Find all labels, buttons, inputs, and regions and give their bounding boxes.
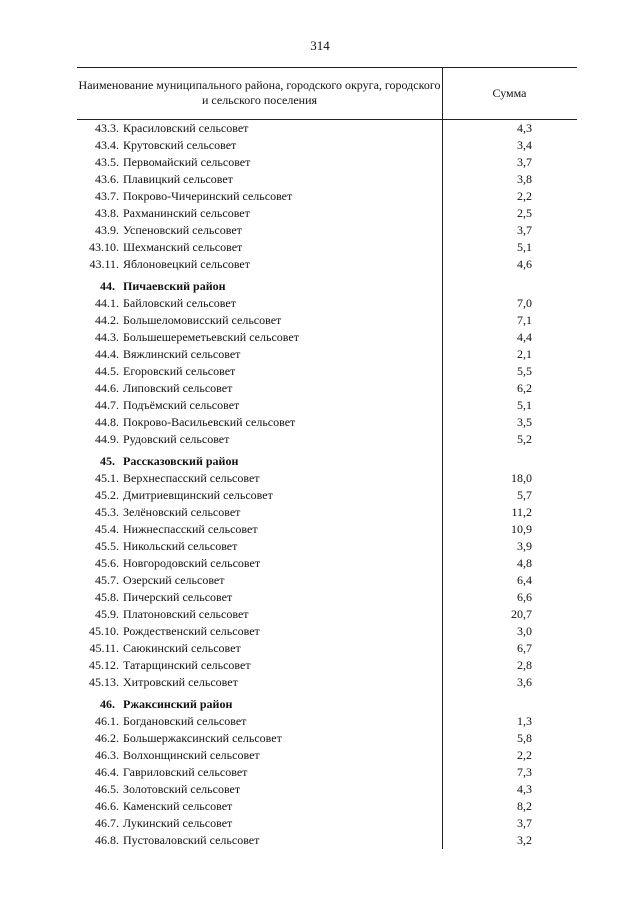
table-row: [77, 487, 577, 504]
budget-table: [77, 67, 577, 849]
table-row: [77, 521, 577, 538]
row-value: 2,2: [517, 748, 532, 762]
row-value: 5,1: [517, 398, 532, 412]
table-body: [77, 120, 577, 849]
row-code: 44.1.: [95, 296, 119, 310]
row-value: 3,5: [517, 415, 532, 429]
row-code: 45.7.: [95, 573, 119, 587]
table-row: [77, 431, 577, 448]
table-row: [77, 222, 577, 239]
row-label: Зелёновский сельсовет: [123, 505, 241, 519]
table-row: [77, 188, 577, 205]
table-header: [77, 67, 577, 120]
table-row: [77, 640, 577, 657]
row-label: Красиловский сельсовет: [123, 121, 249, 135]
table-row: [77, 781, 577, 798]
table-row: [77, 764, 577, 781]
row-code: 44.8.: [95, 415, 119, 429]
table-row: [77, 815, 577, 832]
row-label: Каменский сельсовет: [123, 799, 233, 813]
row-value: 2,1: [517, 347, 532, 361]
table-row: [77, 363, 577, 380]
row-value: 7,0: [517, 296, 532, 310]
district-heading: [77, 448, 577, 470]
table-row: [77, 674, 577, 691]
row-label: Пичаевский район: [123, 279, 226, 293]
table-row: [77, 747, 577, 764]
row-code: 46.: [100, 697, 115, 711]
row-label: Байловский сельсовет: [123, 296, 236, 310]
row-value: 3,7: [517, 155, 532, 169]
row-code: 45.8.: [95, 590, 119, 604]
row-code: 45.5.: [95, 539, 119, 553]
header-sum-column: Сумма: [492, 86, 527, 100]
table-row: [77, 239, 577, 256]
row-value: 5,2: [517, 432, 532, 446]
table-row: [77, 414, 577, 431]
row-value: 6,2: [517, 381, 532, 395]
row-label: Покрово-Васильевский сельсовет: [123, 415, 296, 429]
row-label: Шехманский сельсовет: [123, 240, 243, 254]
row-value: 4,6: [517, 257, 532, 271]
row-label: Пичерский сельсовет: [123, 590, 233, 604]
row-label: Яблоновецкий сельсовет: [123, 257, 250, 271]
row-code: 45.6.: [95, 556, 119, 570]
row-value: 6,4: [517, 573, 532, 587]
row-code: 43.8.: [95, 206, 119, 220]
row-value: 7,3: [517, 765, 532, 779]
row-value: 2,5: [517, 206, 532, 220]
row-label: Большержаксинский сельсовет: [123, 731, 282, 745]
row-label: Рудовский сельсовет: [123, 432, 230, 446]
row-value: 11,2: [511, 505, 532, 519]
table-row: [77, 555, 577, 572]
table-row: [77, 504, 577, 521]
row-value: 5,7: [517, 488, 532, 502]
row-value: 3,2: [517, 833, 532, 847]
row-code: 45.10.: [89, 624, 119, 638]
row-code: 43.7.: [95, 189, 119, 203]
row-code: 45.: [100, 454, 115, 468]
row-label: Крутовский сельсовет: [123, 138, 237, 152]
table-row: [77, 380, 577, 397]
row-code: 44.7.: [95, 398, 119, 412]
row-label: Рассказовский район: [123, 454, 239, 468]
row-label: Дмитриевщинский сельсовет: [123, 488, 273, 502]
table-row: [77, 171, 577, 188]
table-row: [77, 538, 577, 555]
row-label: Озерский сельсовет: [123, 573, 225, 587]
row-label: Новгородовский сельсовет: [123, 556, 261, 570]
table-row: [77, 256, 577, 273]
row-value: 18,0: [511, 471, 532, 485]
table-row: [77, 657, 577, 674]
table-row: [77, 623, 577, 640]
row-label: Покрово-Чичеринский сельсовет: [123, 189, 293, 203]
row-label: Богдановский сельсовет: [123, 714, 247, 728]
row-code: 43.6.: [95, 172, 119, 186]
row-value: 3,0: [517, 624, 532, 638]
row-code: 43.4.: [95, 138, 119, 152]
row-code: 44.6.: [95, 381, 119, 395]
row-label: Успеновский сельсовет: [123, 223, 242, 237]
table-row: [77, 730, 577, 747]
row-code: 44.4.: [95, 347, 119, 361]
row-code: 43.10.: [89, 240, 119, 254]
row-label: Пустоваловский сельсовет: [123, 833, 260, 847]
row-label: Лукинский сельсовет: [123, 816, 233, 830]
row-value: 2,2: [517, 189, 532, 203]
row-value: 3,7: [517, 816, 532, 830]
table-row: [77, 606, 577, 623]
table-row: [77, 120, 577, 137]
table-row: [77, 397, 577, 414]
table-row: [77, 137, 577, 154]
row-value: 3,6: [517, 675, 532, 689]
row-value: 1,3: [517, 714, 532, 728]
row-code: 44.2.: [95, 313, 119, 327]
row-value: 2,8: [517, 658, 532, 672]
row-value: 20,7: [511, 607, 532, 621]
row-code: 46.6.: [95, 799, 119, 813]
row-label: Рождественский сельсовет: [123, 624, 260, 638]
row-code: 46.8.: [95, 833, 119, 847]
row-code: 45.3.: [95, 505, 119, 519]
row-value: 4,4: [517, 330, 532, 344]
district-heading: [77, 691, 577, 713]
row-code: 44.: [100, 279, 115, 293]
row-label: Плавицкий сельсовет: [123, 172, 233, 186]
row-value: 10,9: [511, 522, 532, 536]
row-code: 44.5.: [95, 364, 119, 378]
page-number: 314: [310, 38, 330, 53]
table-row: [77, 312, 577, 329]
row-code: 43.3.: [95, 121, 119, 135]
row-label: Большешереметьевский сельсовет: [123, 330, 299, 344]
row-value: 5,1: [517, 240, 532, 254]
row-code: 45.13.: [89, 675, 119, 689]
row-value: 8,2: [517, 799, 532, 813]
row-value: 3,4: [517, 138, 532, 152]
row-label: Вяжлинский сельсовет: [123, 347, 241, 361]
row-code: 43.5.: [95, 155, 119, 169]
row-code: 43.9.: [95, 223, 119, 237]
row-label: Волхонщинский сельсовет: [123, 748, 260, 762]
row-label: Гавриловский сельсовет: [123, 765, 248, 779]
row-label: Татарщинский сельсовет: [123, 658, 251, 672]
header-name-column: Наименование муниципального района, городского округа, городского и сельского поселения: [78, 78, 441, 107]
row-code: 44.9.: [95, 432, 119, 446]
row-code: 46.5.: [95, 782, 119, 796]
row-code: 46.4.: [95, 765, 119, 779]
table-row: [77, 713, 577, 730]
row-label: Саюкинский сельсовет: [123, 641, 241, 655]
row-code: 45.12.: [89, 658, 119, 672]
row-label: Хитровский сельсовет: [123, 675, 238, 689]
row-value: 7,1: [517, 313, 532, 327]
table-row: [77, 572, 577, 589]
row-value: 4,8: [517, 556, 532, 570]
row-code: 44.3.: [95, 330, 119, 344]
table-row: [77, 470, 577, 487]
row-label: Никольский сельсовет: [123, 539, 238, 553]
table-row: [77, 329, 577, 346]
row-value: 3,8: [517, 172, 532, 186]
row-code: 46.3.: [95, 748, 119, 762]
row-label: Подъёмский сельсовет: [123, 398, 240, 412]
table-row: [77, 798, 577, 815]
table-row: [77, 295, 577, 312]
row-value: 4,3: [517, 121, 532, 135]
table-row: [77, 154, 577, 171]
row-label: Рахманинский сельсовет: [123, 206, 250, 220]
row-value: 5,5: [517, 364, 532, 378]
row-value: 5,8: [517, 731, 532, 745]
row-value: 4,3: [517, 782, 532, 796]
row-code: 46.2.: [95, 731, 119, 745]
row-value: 3,9: [517, 539, 532, 553]
row-label: Верхнеспасский сельсовет: [123, 471, 260, 485]
row-value: 6,7: [517, 641, 532, 655]
row-value: 3,7: [517, 223, 532, 237]
row-code: 45.9.: [95, 607, 119, 621]
row-code: 45.11.: [89, 641, 119, 655]
row-code: 45.4.: [95, 522, 119, 536]
row-label: Золотовский сельсовет: [123, 782, 241, 796]
row-code: 45.2.: [95, 488, 119, 502]
table-row: [77, 346, 577, 363]
row-label: Нижнеспасский сельсовет: [123, 522, 258, 536]
row-label: Ржаксинский район: [123, 697, 233, 711]
table-row: [77, 205, 577, 222]
row-code: 46.7.: [95, 816, 119, 830]
table-row: [77, 832, 577, 849]
table-row: [77, 589, 577, 606]
row-code: 45.1.: [95, 471, 119, 485]
row-label: Большеломовисский сельсовет: [123, 313, 282, 327]
row-label: Липовский сельсовет: [123, 381, 233, 395]
row-label: Платоновский сельсовет: [123, 607, 249, 621]
district-heading: [77, 273, 577, 295]
row-value: 6,6: [517, 590, 532, 604]
row-code: 43.11.: [89, 257, 119, 271]
row-label: Егоровский сельсовет: [123, 364, 236, 378]
row-code: 46.1.: [95, 714, 119, 728]
row-label: Первомайский сельсовет: [123, 155, 251, 169]
